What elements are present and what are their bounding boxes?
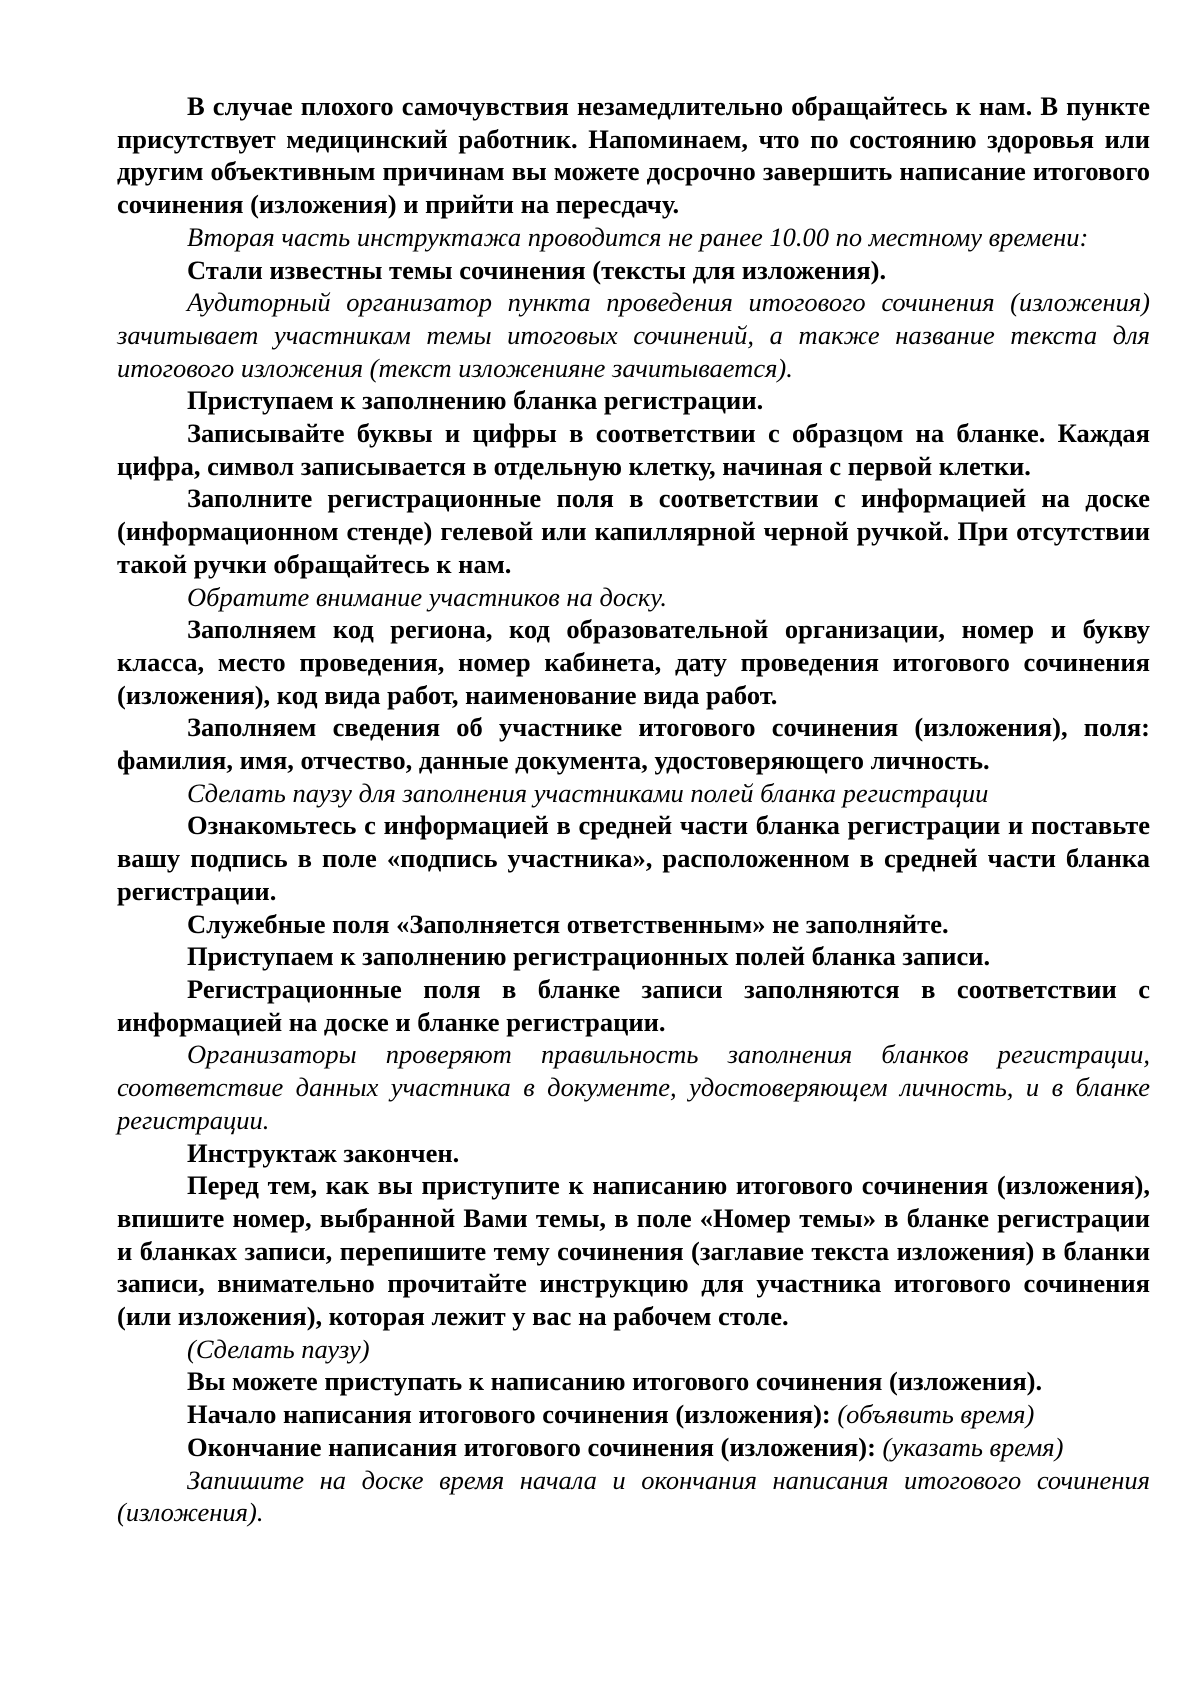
- start-time-line: [117, 1398, 1150, 1431]
- start-time-label: Начало написания итогового сочинения (изложения):: [187, 1399, 831, 1430]
- paragraph: Заполните регистрационные поля в соответствии с информацией на доске (информационном стенде) гелевой или капиллярной черной ручкой. При отсутствии такой ручки обращайтесь к нам.: [117, 483, 1150, 579]
- final-note: Запишите на доске время начала и окончания написания итогового сочинения (изложения).: [117, 1464, 1150, 1528]
- paragraph: Сделать паузу для заполнения участниками полей бланка регистрации: [187, 777, 989, 808]
- paragraph: Инструктаж закончен.: [187, 1137, 460, 1168]
- paragraph: Ознакомьтесь с информацией в средней части бланка регистрации и поставьте вашу подпись в поле «подпись участника», расположенном в средней части бланка регистрации.: [117, 810, 1150, 906]
- paragraph: Вторая часть инструктажа проводится не ранее 10.00 по местному времени:: [187, 221, 1089, 252]
- start-time-note: (объявить время): [837, 1399, 1035, 1430]
- end-time-note: (указать время): [882, 1431, 1064, 1462]
- end-time-label: Окончание написания итогового сочинения (изложения):: [187, 1431, 876, 1462]
- paragraph: Регистрационные поля в бланке записи заполняются в соответствии с информацией на доске и бланке регистрации.: [117, 973, 1150, 1037]
- paragraph: (Сделать паузу): [187, 1333, 370, 1364]
- paragraph: Служебные поля «Заполняется ответственным» не заполняйте.: [187, 908, 949, 939]
- paragraph: Приступаем к заполнению регистрационных полей бланка записи.: [187, 941, 991, 972]
- paragraph: Записывайте буквы и цифры в соответствии с образцом на бланке. Каждая цифра, символ записывается в отдельную клетку, начиная с первой клетки.: [117, 418, 1150, 481]
- paragraph: Заполняем сведения об участнике итогового сочинения (изложения), поля: фамилия, имя, отчество, данные документа, удостоверяющего личность.: [117, 712, 1150, 776]
- paragraph: Стали известны темы сочинения (тексты для изложения).: [187, 254, 887, 285]
- paragraph: Аудиторный организатор пункта проведения итогового сочинения (изложения) зачитывает участникам темы итоговых сочинений, а также название текста для итогового изложения (текст изложенияне зачитывается).: [117, 287, 1150, 383]
- end-time-line: [117, 1431, 1150, 1464]
- paragraph: Перед тем, как вы приступите к написанию итогового сочинения (изложения), впишите номер, выбранной Вами темы, в поле «Номер темы» в бланке регистрации и бланках записи, перепишите тему сочинения (заглавие текста изложения) в бланки записи, внимательно прочитайте инструкцию для участника итогового сочинения (или изложения), которая лежит у вас на рабочем столе.: [117, 1170, 1150, 1332]
- paragraph: Обратите внимание участников на доску.: [187, 581, 667, 612]
- paragraph: Вы можете приступать к написанию итогового сочинения (изложения).: [187, 1366, 1043, 1397]
- paragraph: Заполняем код региона, код образовательной организации, номер и букву класса, место проведения, номер кабинета, дату проведения итогового сочинения (изложения), код вида работ, наименование вида работ.: [117, 614, 1150, 710]
- paragraph: В случае плохого самочувствия незамедлительно обращайтесь к нам. В пункте присутствует медицинский работник. Напоминаем, что по состоянию здоровья или другим объективным причинам вы можете досрочно завершить написание итогового сочинения (изложения) и прийти на пересдачу.: [117, 91, 1150, 220]
- document-page: [117, 90, 1150, 1529]
- paragraph: Приступаем к заполнению бланка регистрации.: [187, 385, 764, 416]
- paragraph: Организаторы проверяют правильность заполнения бланков регистрации, соответствие данных участника в документе, удостоверяющем личность, и в бланке регистрации.: [117, 1039, 1150, 1135]
